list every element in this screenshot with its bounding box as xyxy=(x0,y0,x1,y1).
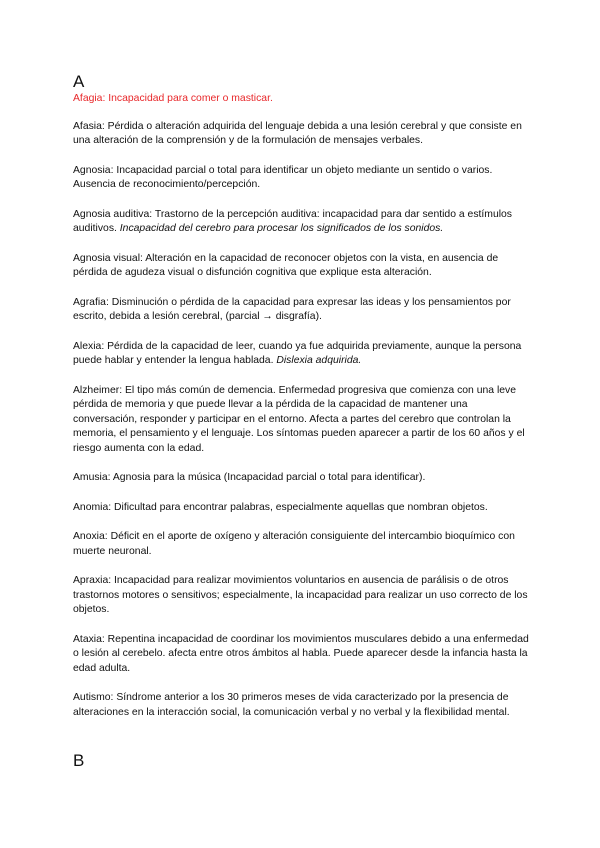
entry-ataxia: Ataxia: Repentina incapacidad de coordinar los movimientos musculares debido a una enfermedad o lesión al cerebelo. afecta entre otros ámbitos al habla. Puede aparecer desde la infancia hasta la edad adulta. xyxy=(73,633,529,674)
entry-definition: El tipo más común de demencia. Enfermedad progresiva que comienza con una leve pérdida de memoria y que puede llevar a la pérdida de la capacidad de mantener una conversación, responder y participar en el entorno. Afecta a partes del cerebro que controlan la memoria, el pensamiento y el lenguaje. Los síntomas pueden aparecer a partir de los 60 años y el riesgo aumenta con la edad. xyxy=(73,384,525,454)
entry-term: Agnosia visual xyxy=(73,252,141,264)
entry-autismo: Autismo: Síndrome anterior a los 30 primeros meses de vida caracterizado por la presencia de alteraciones en la interacción social, la comunicación verbal y no verbal y la flexibilidad mental. xyxy=(73,692,510,718)
entry-term: Agnosia xyxy=(73,164,111,176)
section-letter-b: B xyxy=(73,751,85,770)
entry-definition: Incapacidad para realizar movimientos voluntarios en ausencia de parálisis o de otros trastornos motores o sensitivos; especialmente, la incapacidad para realizar un uso correcto de los objetos. xyxy=(73,575,528,615)
entry-term: Agrafia xyxy=(73,296,106,308)
entry-term: Agnosia auditiva xyxy=(73,208,150,220)
entry-term: Alzheimer xyxy=(73,384,120,396)
entry-note: Dislexia adquirida. xyxy=(276,355,362,366)
glossary-content xyxy=(73,72,533,735)
entry-definition: Dificultad para encontrar palabras, especialmente aquellas que nombran objetos. xyxy=(114,501,488,513)
entry-term: Autismo xyxy=(73,692,111,703)
entry-term: Anomia xyxy=(73,501,109,513)
entry-definition: Disminución o pérdida de la capacidad para expresar las ideas y los pensamientos por escrito, debida a lesión cerebral, (parcial → disgrafía). xyxy=(73,296,511,322)
entry-term: Apraxia xyxy=(73,575,109,586)
entry-anoxia: Anoxia: Déficit en el aporte de oxígeno y alteración consiguiente del intercambio bioquímico con muerte neuronal. xyxy=(73,531,515,557)
entry-apraxia: Apraxia: Incapacidad para realizar movimientos voluntarios en ausencia de parálisis o de otros trastornos motores o sensitivos; especialmente, la incapacidad para realizar un uso correcto de los objetos. xyxy=(73,575,528,615)
entry-alzheimer: Alzheimer: El tipo más común de demencia. Enfermedad progresiva que comienza con una leve pérdida de memoria y que puede llevar a la pérdida de la capacidad de mantener una conversación, responder y participar en el entorno. Afecta a partes del cerebro que controlan la memoria, el pensamiento y el lenguaje. Los síntomas pueden aparecer a partir de los 60 años y el riesgo aumenta con la edad. xyxy=(73,384,525,454)
entry-alexia: Alexia: Pérdida de la capacidad de leer, cuando ya fue adquirida previamente, aunque la persona puede hablar y entender la lengua hablada. Dislexia adquirida. xyxy=(73,340,522,366)
entry-term: Afagia xyxy=(73,93,103,104)
entry-agnosia-auditiva: Agnosia auditiva: Trastorno de la percepción auditiva: incapacidad para dar sentido a estímulos auditivos. Incapacidad del cerebro para procesar los significados de los sonidos. xyxy=(73,208,513,234)
entry-term: Ataxia xyxy=(73,633,102,645)
entry-term: Alexia xyxy=(73,340,102,352)
entry-definition: Repentina incapacidad de coordinar los movimientos musculares debido a una enfermedad o lesión al cerebelo. afecta entre otros ámbitos al habla. Puede aparecer desde la infancia hasta la edad adulta. xyxy=(73,633,529,674)
entry-definition: Pérdida o alteración adquirida del lenguaje debida a una lesión cerebral y que consiste en una alteración de la comprensión y de la formulación de mensajes verbales. xyxy=(73,120,522,146)
entry-term: Anoxia xyxy=(73,531,105,542)
entry-agnosia-visual: Agnosia visual: Alteración en la capacidad de reconocer objetos con la vista, en ausencia de pérdida de agudeza visual o disfunción cognitiva que explique esta alteración. xyxy=(73,252,499,278)
entry-afagia: Afagia: Incapacidad para comer o masticar. xyxy=(73,93,273,104)
entry-definition: Incapacidad parcial o total para identificar un objeto mediante un sentido o varios. Ausencia de reconocimiento/percepción. xyxy=(73,164,493,190)
entry-definition: Alteración en la capacidad de reconocer objetos con la vista, en ausencia de pérdida de agudeza visual o disfunción cognitiva que explique esta alteración. xyxy=(73,252,499,278)
entry-definition: Déficit en el aporte de oxígeno y alteración consiguiente del intercambio bioquímico con muerte neuronal. xyxy=(73,531,515,557)
entry-definition: Pérdida de la capacidad de leer, cuando ya fue adquirida previamente, aunque la persona puede hablar y entender la lengua hablada. xyxy=(73,340,522,366)
section-letter-a: A xyxy=(73,72,85,91)
entry-definition: Agnosia para la música (Incapacidad parcial o total para identificar). xyxy=(112,472,426,483)
entry-agnosia: Agnosia: Incapacidad parcial o total para identificar un objeto mediante un sentido o varios. Ausencia de reconocimiento/percepción. xyxy=(73,164,493,190)
entry-agrafia: Agrafia: Disminución o pérdida de la capacidad para expresar las ideas y los pensamientos por escrito, debida a lesión cerebral, (parcial → disgrafía). xyxy=(73,296,511,322)
entry-definition: Incapacidad para comer o masticar. xyxy=(108,93,273,104)
entry-term: Afasia xyxy=(73,120,102,132)
entry-note: Incapacidad del cerebro para procesar los significados de los sonidos. xyxy=(119,223,444,234)
entry-term: Amusia xyxy=(73,472,108,483)
entry-anomia: Anomia: Dificultad para encontrar palabras, especialmente aquellas que nombran objetos. xyxy=(73,501,488,513)
entry-amusia: Amusia: Agnosia para la música (Incapacidad parcial o total para identificar). xyxy=(73,472,426,483)
entry-definition: Síndrome anterior a los 30 primeros meses de vida caracterizado por la presencia de alteraciones en la interacción social, la comunicación verbal y no verbal y la flexibilidad mental. xyxy=(73,692,510,718)
entry-afasia: Afasia: Pérdida o alteración adquirida del lenguaje debida a una lesión cerebral y que consiste en una alteración de la comprensión y de la formulación de mensajes verbales. xyxy=(73,120,522,146)
entry-definition: Trastorno de la percepción auditiva: incapacidad para dar sentido a estímulos auditivos. xyxy=(73,208,513,234)
